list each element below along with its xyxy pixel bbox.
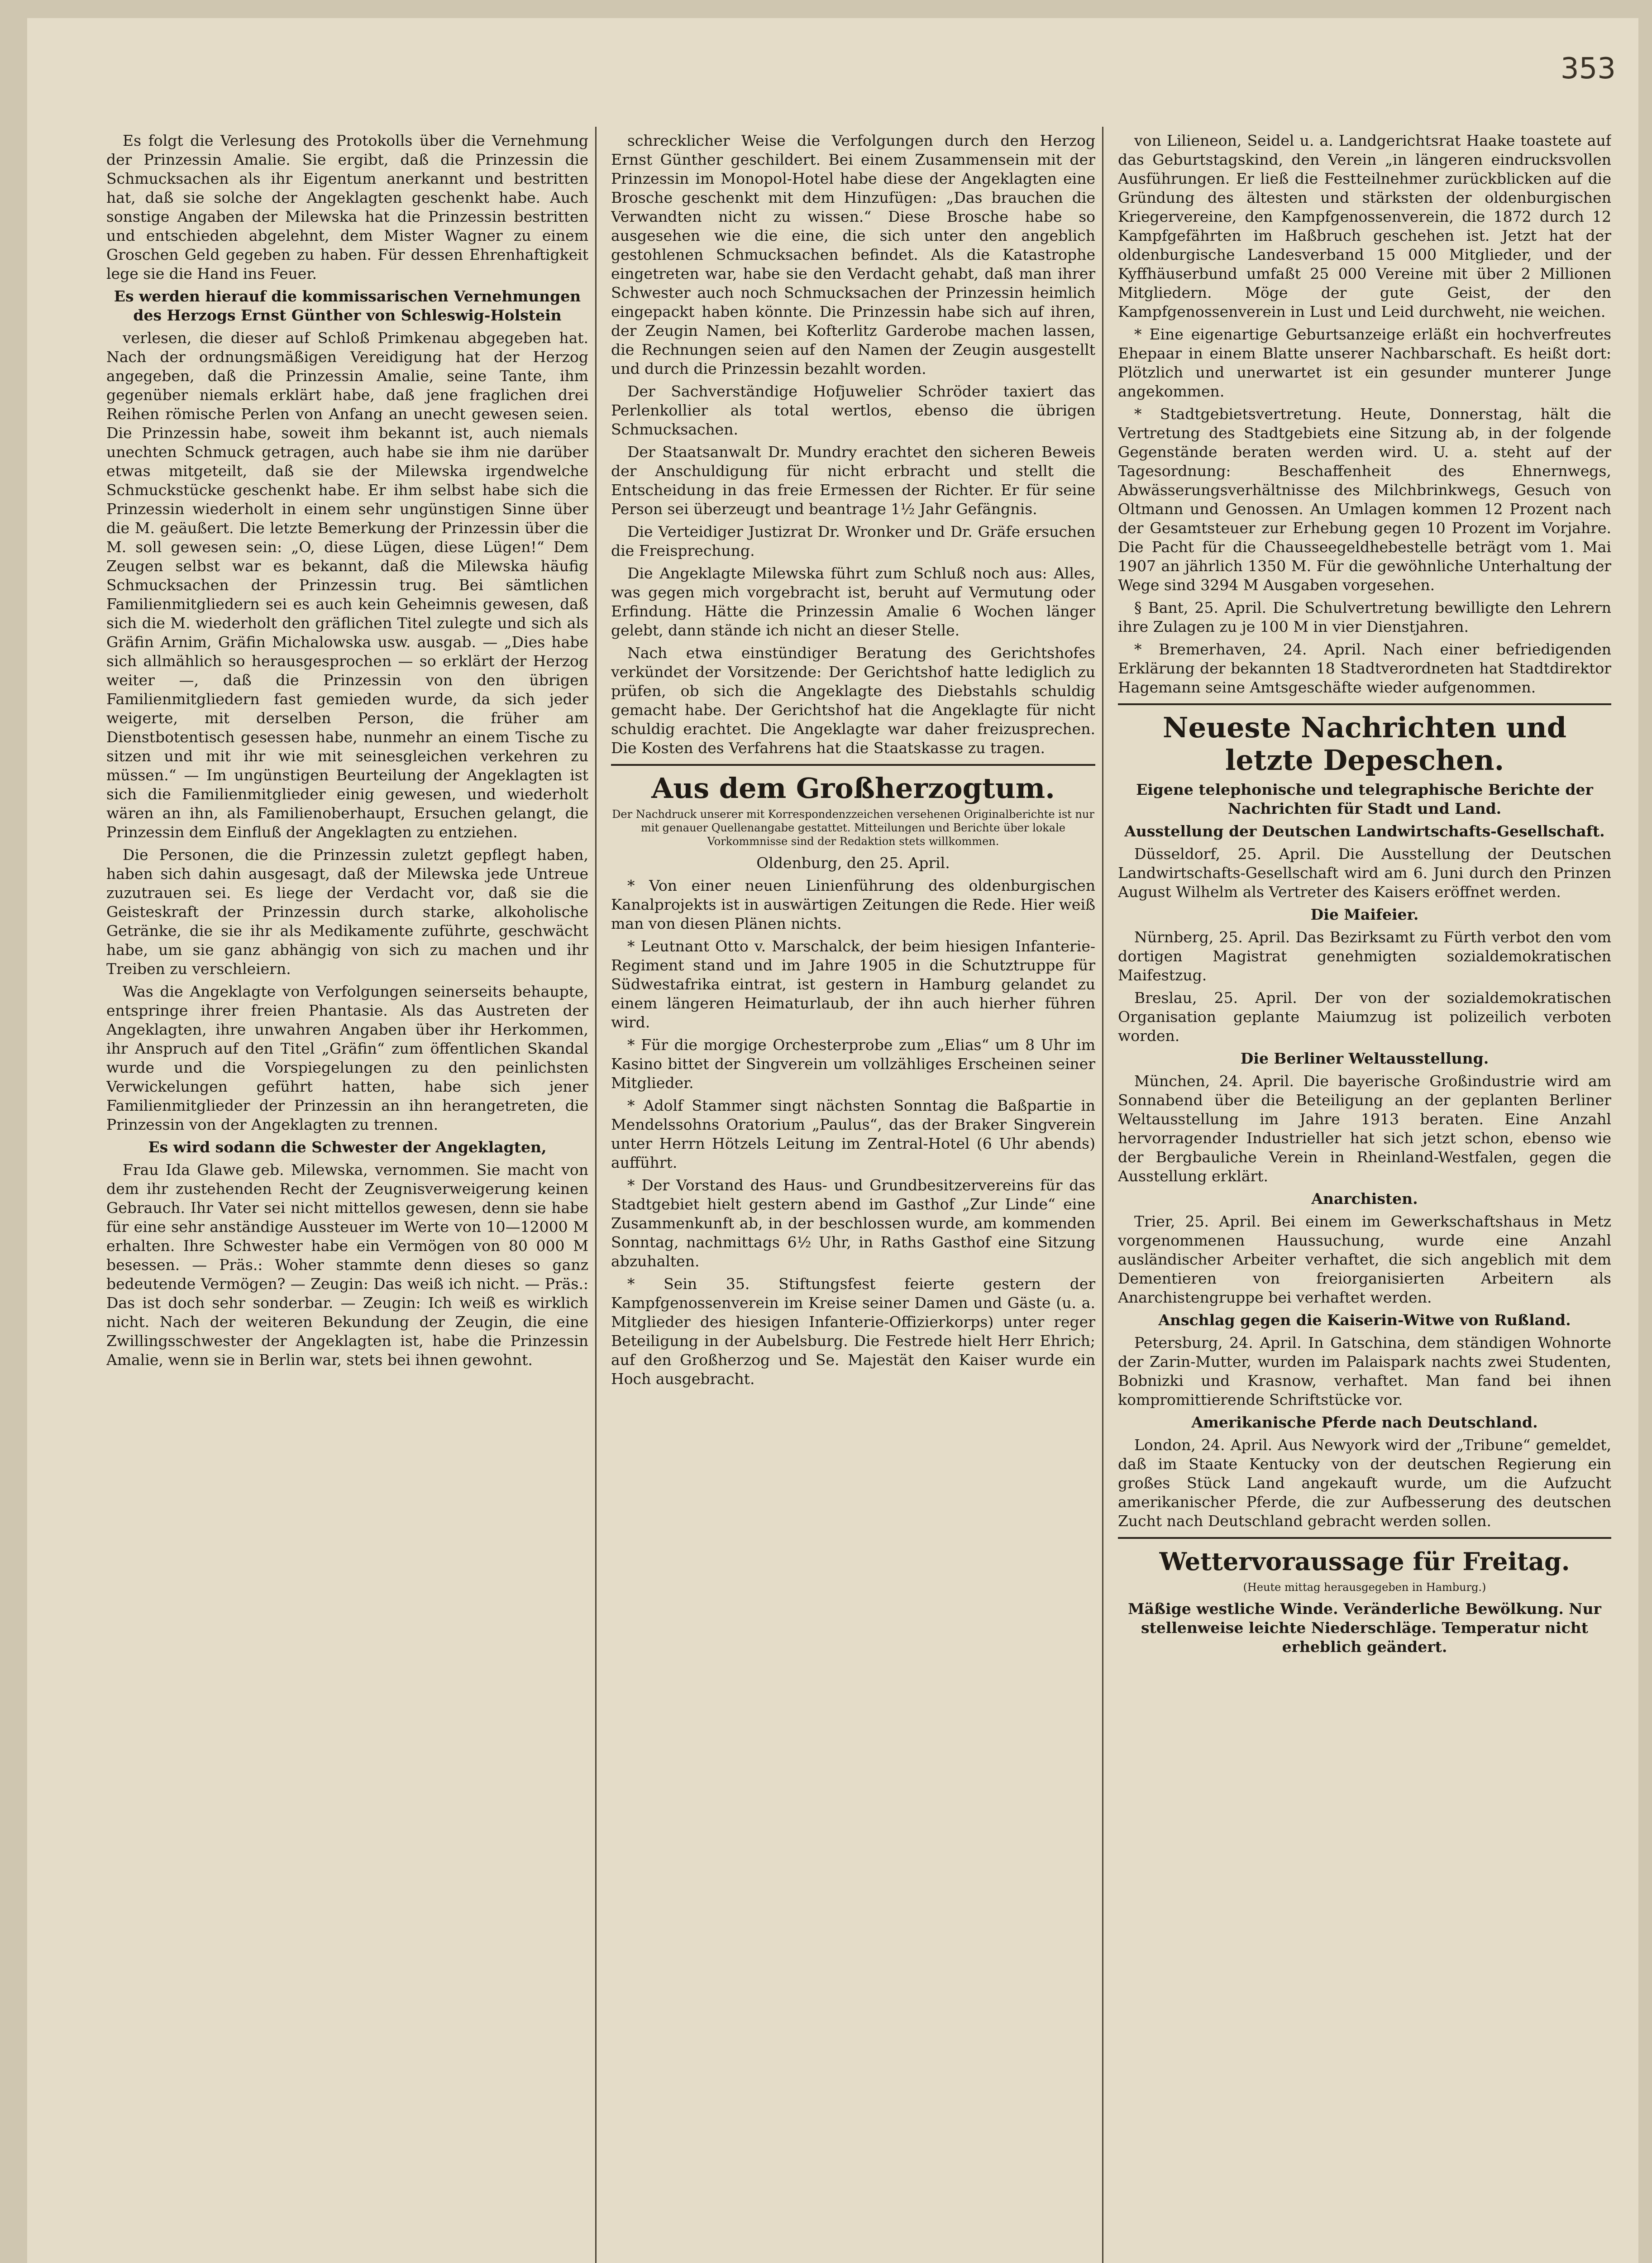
section-divider — [611, 764, 1095, 766]
paragraph: Trier, 25. April. Bei einem im Gewerkschaftshaus in Metz vorgenommenen Haussuchung, wurde eine Anzahl ausländischer Arbeiter verhaftet, die sich angeblich mit dem Dementieren von freiorganisierten Arbeitern als Anarchistengruppe bei verhaftet werden. — [1118, 1213, 1611, 1306]
paragraph: Die Personen, die die Prinzessin zuletzt gepflegt haben, haben sich dahin ausgesagt, daß der Milewska jede Untreue zuzutrauen sei. Es liege der Verdacht vor, daß sie die Geisteskraft der Prinzessin durch starke, alkoholische Getränke, die sie ihr als Medikamente zuführte, geschwächt habe, um sie ganz abhängig von sich zu machen und ihr Treiben zu verschleiern. — [106, 846, 588, 978]
column-1 — [106, 131, 588, 2263]
section-divider — [1118, 1537, 1611, 1539]
section-title: Neueste Nachrichten und letzte Depeschen. — [1162, 711, 1567, 777]
paragraph: München, 24. April. Die bayerische Großindustrie wird am Sonnabend über die Beteiligung an der geplanten Berliner Weltausstellung im Jahre 1913 beraten. Eine Anzahl hervorragender Industrieller hat sich jetzt schon, ebenso wie der Bergbauliche Verein in Rheinland-Westfalen, gegen die Ausstellung erklärt. — [1118, 1072, 1611, 1185]
paragraph: * Eine eigenartige Geburtsanzeige erläßt ein hochverfreutes Ehepaar in einem Blatte unserer Nachbarschaft. Es heißt dort: Plötzlich und unerwartet ist ein gesunder munterer Junge angekommen. — [1118, 325, 1611, 400]
subheading: Es werden hierauf die kommissarischen Vernehmungen des Herzogs Ernst Günther von Schleswig-Holstein — [114, 287, 581, 324]
column-2 — [611, 131, 1095, 2263]
paragraph: Petersburg, 24. April. In Gatschina, dem ständigen Wohnorte der Zarin-Mutter, wurden im Palaispark nachts zwei Studenten, Bobnizki und Krasnow, verhaftet. Man fand bei ihnen kompromittierende Schriftstücke vor. — [1118, 1334, 1611, 1408]
paragraph: Der Sachverständige Hofjuwelier Schröder taxiert das Perlenkollier als total wertlos, ebenso die übrigen Schmucksachen. — [611, 382, 1095, 438]
paragraph: Die Verteidiger Justizrat Dr. Wronker und Dr. Gräfe ersuchen die Freisprechung. — [611, 523, 1095, 559]
page-number: 353 — [1560, 52, 1616, 86]
paragraph: London, 24. April. Aus Newyork wird der „Tribune“ gemeldet, daß im Staate Kentucky von der deutschen Regierung ein großes Stück Land angekauft wurde, um die Aufzucht amerikanischer Pferde, die zur Aufbesserung des deutschen Zucht nach Deutschland gebracht werden sollen. — [1118, 1436, 1611, 1530]
paragraph: Nach etwa einstündiger Beratung des Gerichtshofes verkündet der Vorsitzende: Der Gerichtshof hatte lediglich zu prüfen, ob sich die Angeklagte des Diebstahls schuldig gemacht habe. Der Gerichtshof hat die Angeklagte für nicht schuldig erachtet. Die Angeklagte war daher freizusprechen. Die Kosten des Verfahrens hat die Staatskasse zu tragen. — [611, 644, 1095, 757]
subheading: Ausstellung der Deutschen Landwirtschafts-Gesellschaft. — [1124, 822, 1605, 840]
paragraph: Die Angeklagte Milewska führt zum Schluß noch aus: Alles, was gegen mich vorgebracht ist, beruht auf Vermutung oder Erfindung. Hätte die Prinzessin Amalie 6 Wochen länger gelebt, dann stände ich nicht an dieser Stelle. — [611, 564, 1095, 639]
paragraph: schrecklicher Weise die Verfolgungen durch den Herzog Ernst Günther geschildert. Bei einem Zusammensein mit der Prinzessin im Monopol-Hotel habe diese der Angeklagten eine Brosche geschenkt mit dem Hinzufügen: „Das brauchen die Verwandten nicht zu wissen.“ Diese Brosche habe so ausgesehen wie die eine, die sich unter den angeblich gestohlenen Schmucksachen befindet. Als die Katastrophe eingetreten war, habe sie den Verdacht gehabt, daß man ihrer Schwester auch noch Schmucksachen der Prinzessin heimlich eingepackt haben könnte. Die Prinzessin habe sich auf ihren, der Zeugin Namen, bei Kofterlitz Garderobe machen lassen, die Rechnungen seien auf den Namen der Zeugin ausgestellt und durch die Prinzessin bezahlt worden. — [611, 132, 1095, 377]
column-3 — [1118, 131, 1611, 2263]
subheading: Amerikanische Pferde nach Deutschland. — [1191, 1413, 1538, 1431]
section-title: Aus dem Großherzogtum. — [651, 772, 1055, 805]
paragraph: * Der Vorstand des Haus- und Grundbesitzervereins für das Stadtgebiet hielt gestern abend im Gasthof „Zur Linde“ eine Zusammenkunft ab, in der beschlossen wurde, am kommenden Sonntag, nachmittags 6½ Uhr, in Raths Gasthof eine Sitzung abzuhalten. — [611, 1176, 1095, 1270]
weather-forecast: Mäßige westliche Winde. Veränderliche Bewölkung. Nur stellenweise leichte Niederschläge. Temperatur nicht erheblich geändert. — [1128, 1600, 1601, 1656]
paragraph: * Leutnant Otto v. Marschalck, der beim hiesigen Infanterie-Regiment stand und im Jahre 1905 in die Schutztruppe für Südwestafrika eintrat, ist gestern in Hamburg gelandet zu einem längeren Heimaturlaub, der ihn auch hierher führen wird. — [611, 937, 1095, 1031]
weather-subtitle: (Heute mittag herausgegeben in Hamburg.) — [1243, 1581, 1486, 1594]
subheading: Die Berliner Weltausstellung. — [1240, 1050, 1489, 1067]
paragraph: verlesen, die dieser auf Schloß Primkenau abgegeben hat. Nach der ordnungsmäßigen Vereidigung hat der Herzog angegeben, daß die Prinzessin Amalie, seine Tante, ihm gegenüber niemals erklärt habe, daß jene fraglichen drei Reihen römische Perlen von Anfang an unecht gewesen seien. Die Prinzessin habe, soweit ihm bekannt ist, auch niemals unechten Schmuck getragen, auch habe sie ihm nie darüber etwas mitgeteilt, daß sie der Milewska irgendwelche Schmuckstücke geschenkt habe. Er ihm selbst habe sich die Prinzessin wiederholt in einem sehr ungünstigen Sinne über die M. geäußert. Die letzte Bemerkung der Prinzessin über die M. soll gewesen sein: „O, diese Lügen, diese Lügen!“ Dem Zeugen selbst war es bekannt, daß die Milewska häufig Schmucksachen der Prinzessin trug. Bei sämtlichen Familienmitgliedern sei es auch kein Geheimnis gewesen, daß sich die M. wiederholt den gräflichen Titel zulegte und sich als Gräfin Arnim, Gräfin Michalowska usw. ausgab. — „Dies habe sich allmählich so herausgesprochen — so erklärt der Herzog weiter —, daß die Prinzessin von den übrigen Familienmitgliedern fast gemieden wurde, da sich jeder weigerte, mit derselben Person, die früher am Dienstbotentisch gesessen habe, nunmehr an einem Tische zu sitzen und mit ihr wie mit seinesgleichen verkehren zu müssen.“ — Im ungünstigen Beurteilung der Angeklagten ist sich die Familienmitglieder einig gewesen, und wiederholt wären an ihn, als Familienoberhaupt, Ersuchen gelangt, die Prinzessin dem Einfluß der Angeklagten zu entziehen. — [106, 329, 588, 841]
paragraph: Breslau, 25. April. Der von der sozialdemokratischen Organisation geplante Maiumzug ist polizeilich verboten worden. — [1118, 989, 1611, 1045]
paragraph: * Für die morgige Orchesterprobe zum „Elias“ um 8 Uhr im Kasino bittet der Singverein um vollzähliges Erscheinen seiner Mitglieder. — [611, 1036, 1095, 1092]
weather-title: Wettervoraussage für Freitag. — [1159, 1547, 1570, 1576]
paragraph: * Adolf Stammer singt nächsten Sonntag die Baßpartie in Mendelssohns Oratorium „Paulus“, das der Braker Singverein unter Herrn Hötzels Leitung im Zentral-Hotel (6 Uhr abends) aufführt. — [611, 1097, 1095, 1171]
section-divider — [1118, 703, 1611, 705]
paragraph: * Sein 35. Stiftungsfest feierte gestern der Kampfgenossenverein im Kreise seiner Damen und Gäste (u. a. Mitglieder des hiesigen Infanterie-Offizierkorps) unter reger Beteiligung in der Aubelsburg. Die Festrede hielt Herr Ehrich; auf den Großherzog und Se. Majestät den Kaiser wurde ein Hoch ausgebracht. — [611, 1275, 1095, 1388]
column-rule — [595, 127, 597, 2263]
subheading: Anschlag gegen die Kaiserin-Witwe von Rußland. — [1158, 1311, 1571, 1329]
dateline: Oldenburg, den 25. April. — [756, 854, 950, 872]
paragraph: Nürnberg, 25. April. Das Bezirksamt zu Fürth verbot den vom dortigen Magistrat genehmigten sozialdemokratischen Maifestzug. — [1118, 928, 1611, 984]
paragraph: * Von einer neuen Linienführung des oldenburgischen Kanalprojekts ist in auswärtigen Zeitungen die Rede. Hier weiß man von diesen Plänen nichts. — [611, 877, 1095, 932]
paragraph: * Stadtgebietsvertretung. Heute, Donnerstag, hält die Vertretung des Stadtgebiets eine Sitzung ab, in der folgende Gegenstände beraten werden wird. U. a. steht auf der Tagesordnung: Beschaffenheit des Ehnernwegs, Abwässerungsverhältnisse des Milchbrinkwegs, Gesuch von Oltmann und Genossen. An Umlagen kommen 12 Prozent nach der Gesamtsteuer zur Erhebung gegen 10 Prozent im Vorjahre. Die Pacht für die Chausseegeldhebestelle beträgt vom 1. Mai 1907 an jährlich 1350 M. Für die gewöhnliche Unterhaltung der Wege sind 3294 M Ausgaben vorgesehen. — [1118, 405, 1611, 594]
paragraph: * Bremerhaven, 24. April. Nach einer befriedigenden Erklärung der bekannten 18 Stadtverordneten hat Stadtdirektor Hagemann seine Amtsgeschäfte wieder aufgenommen. — [1118, 640, 1611, 696]
paragraph: § Bant, 25. April. Die Schulvertretung bewilligte den Lehrern ihre Zulagen zu je 100 M in vier Dienstjahren. — [1118, 599, 1611, 635]
newspaper-page — [27, 18, 1638, 2263]
column-rule — [1102, 127, 1103, 2263]
subheading: Anarchisten. — [1311, 1190, 1418, 1208]
paragraph: Was die Angeklagte von Verfolgungen seinerseits behaupte, entspringe ihrer freien Phantasie. Als das Austreten der Angeklagten, ihre unwahren Angaben über ihr Herkommen, ihr Anspruch auf den Titel „Gräfin“ zum öffentlichen Skandal wurde und die Vorspiegelungen zu den peinlichsten Verwickelungen geführt hatten, habe sich jener Familienmitglieder der Prinzessin an ihn herangetreten, die Prinzessin von der Angeklagten zu trennen. — [106, 983, 588, 1133]
subheading: Die Maifeier. — [1310, 906, 1419, 923]
section-subtitle: Der Nachdruck unserer mit Korrespondenzzeichen versehenen Originalberichte ist nur mit genauer Quellenangabe gestattet. Mitteilungen und Berichte über lokale Vorkommnisse sind der Redaktion stets willkommen. — [612, 808, 1094, 848]
paragraph: Der Staatsanwalt Dr. Mundry erachtet den sicheren Beweis der Anschuldigung für nicht erbracht und stellt die Entscheidung in das freie Ermessen der Richter. Er für seine Person sei überzeugt und beantrage 1½ Jahr Gefängnis. — [611, 443, 1095, 518]
paragraph: Frau Ida Glawe geb. Milewska, vernommen. Sie macht von dem ihr zustehenden Recht der Zeugnisverweigerung keinen Gebrauch. Ihr Vater sei nicht mittellos gewesen, denn sie habe für eine sehr anständige Aussteuer im Werte von 10—12000 M erhalten. Ihre Schwester habe ein Vermögen von 80 000 M besessen. — Präs.: Woher stammte denn dieses so ganz bedeutende Vermögen? — Zeugin: Das weiß ich nicht. — Präs.: Das ist doch sehr sonderbar. — Zeugin: Ich weiß es wirklich nicht. Nach der weiteren Bekundung der Zeugin, die eine Zwillingsschwester der Angeklagten ist, habe die Prinzessin Amalie, wenn sie in Berlin war, stets bei ihnen gewohnt. — [106, 1161, 588, 1369]
paragraph: Es folgt die Verlesung des Protokolls über die Vernehmung der Prinzessin Amalie. Sie ergibt, daß die Prinzessin die Schmucksachen als ihr Eigentum anerkannt und bestritten hat, daß sie solche der Angeklagten geschenkt habe. Auch sonstige Angaben der Milewska hat die Prinzessin bestritten und entschieden abgelehnt, dem Mister Wagner zu einem Groschen Geld gegeben zu haben. Für dessen Ehrenhaftigkeit lege sie die Hand ins Feuer. — [106, 132, 588, 282]
paragraph: Düsseldorf, 25. April. Die Ausstellung der Deutschen Landwirtschafts-Gesellschaft wird am 6. Juni durch den Prinzen August Wilhelm als Vertreter des Kaisers eröffnet werden. — [1118, 845, 1611, 901]
subheading: Es wird sodann die Schwester der Angeklagten, — [148, 1138, 547, 1156]
paragraph: von Lilieneon, Seidel u. a. Landgerichtsrat Haake toastete auf das Geburtstagskind, den Verein „in längeren eindrucksvollen Ausführungen. Er ließ die Festteilnehmer zurückblicken auf die Gründung des ältesten und stärksten der oldenburgischen Kriegervereine, den Kampfgenossenverein, die 1872 durch 12 Kampfgefährten im Haßbruch geschehen ist. Jetzt hat der oldenburgische Landesverband 15 000 Mitglieder, und der Kyffhäuserbund umfaßt 25 000 Vereine mit über 2 Millionen Mitgliedern. Möge der gute Geist, der den Kampfgenossenverein in Lust und Leid durchweht, nie weichen. — [1118, 132, 1611, 320]
section-subtitle: Eigene telephonische und telegraphische Berichte der Nachrichten für Stadt und Land. — [1136, 781, 1593, 817]
